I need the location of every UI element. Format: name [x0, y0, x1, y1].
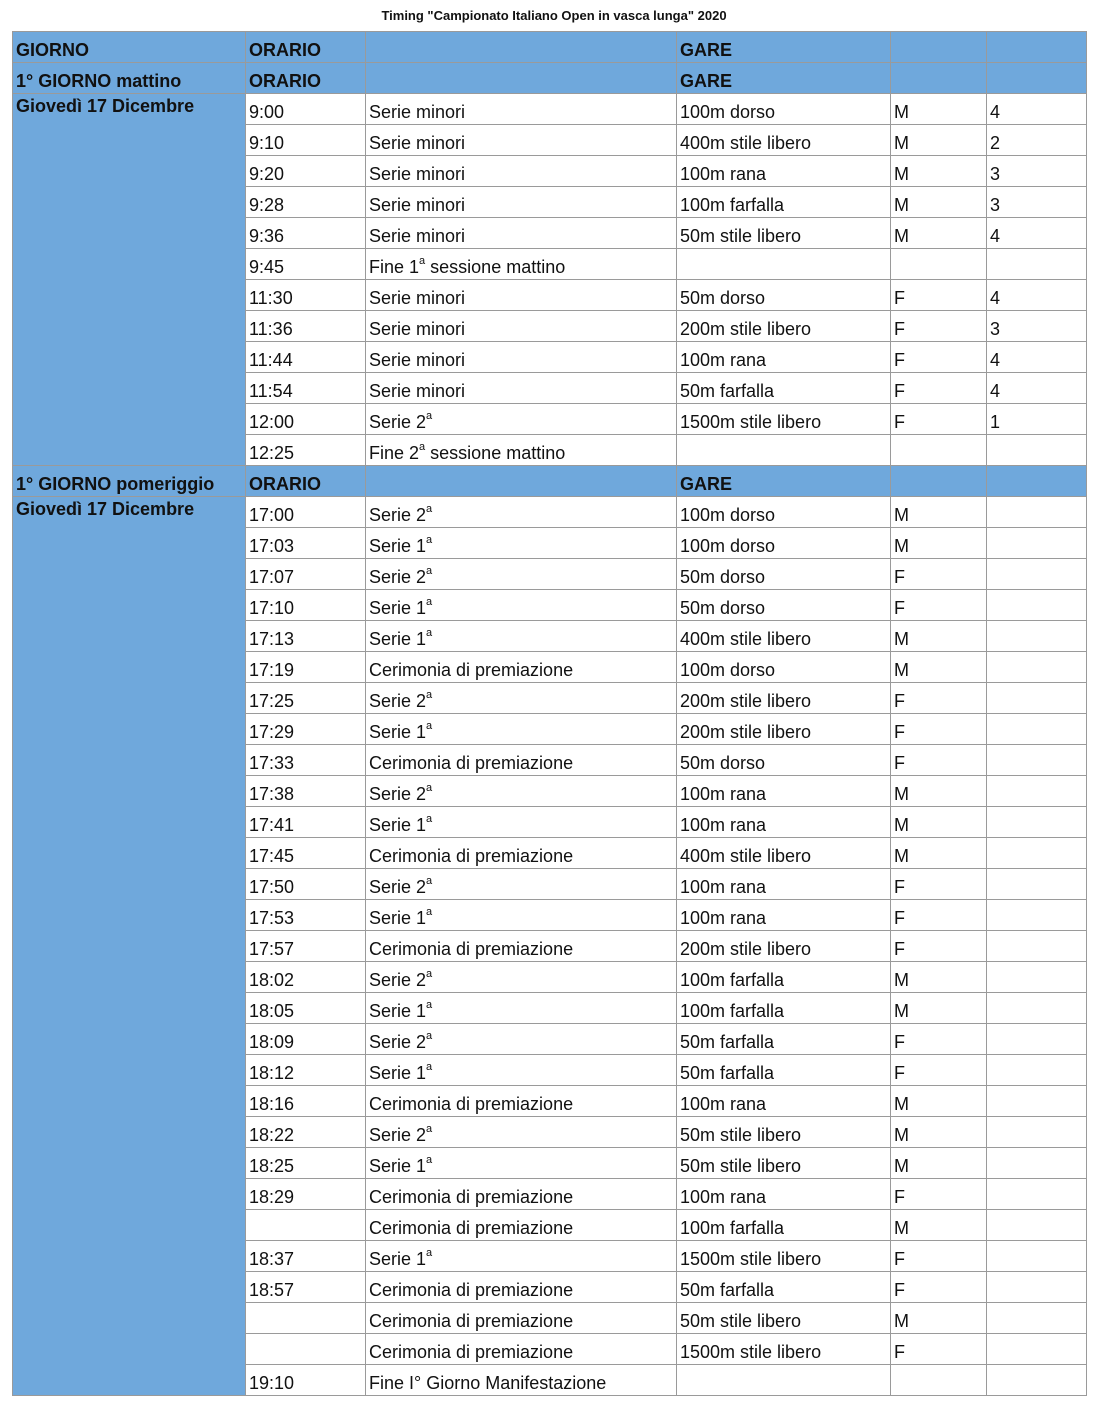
count-cell: [987, 869, 1087, 900]
race-cell: 50m stile libero: [677, 1148, 891, 1179]
race-cell: 50m dorso: [677, 280, 891, 311]
description-text: Serie 1: [369, 536, 427, 556]
count-cell: [987, 776, 1087, 807]
time-cell: 17:25: [246, 683, 366, 714]
description-cell: [366, 807, 677, 838]
description-text: Fine 2: [369, 443, 420, 463]
description-cell: [366, 1334, 677, 1365]
section-blank-header: [891, 466, 987, 497]
race-cell: 100m rana: [677, 900, 891, 931]
description-text: Serie 2: [369, 505, 427, 525]
ordinal-superscript: a: [426, 1123, 433, 1135]
race-cell: 100m rana: [677, 342, 891, 373]
description-cell: [366, 683, 677, 714]
time-cell: 18:37: [246, 1241, 366, 1272]
count-cell: [987, 1334, 1087, 1365]
race-cell: 100m farfalla: [677, 962, 891, 993]
description-text: Cerimonia di premiazione: [369, 939, 574, 959]
race-cell: 50m stile libero: [677, 1117, 891, 1148]
sex-cell: M: [891, 1303, 987, 1334]
time-cell: 17:13: [246, 621, 366, 652]
description-text: Serie 2: [369, 877, 427, 897]
sex-cell: F: [891, 373, 987, 404]
sex-cell: F: [891, 404, 987, 435]
time-cell: 18:57: [246, 1272, 366, 1303]
race-cell: 400m stile libero: [677, 621, 891, 652]
section-orario-header: ORARIO: [246, 63, 366, 94]
sex-cell: F: [891, 931, 987, 962]
description-cell: [366, 869, 677, 900]
sex-cell: F: [891, 1272, 987, 1303]
ordinal-superscript: a: [426, 782, 433, 794]
count-cell: [987, 931, 1087, 962]
section-blank-header: [987, 63, 1087, 94]
count-cell: [987, 1241, 1087, 1272]
time-cell: 17:00: [246, 497, 366, 528]
sex-cell: F: [891, 311, 987, 342]
description-cell: [366, 838, 677, 869]
time-cell: 17:33: [246, 745, 366, 776]
time-cell: 9:36: [246, 218, 366, 249]
sex-cell: M: [891, 1086, 987, 1117]
description-text: Fine I° Giorno Manifestazione: [369, 1373, 607, 1393]
document-title: Timing "Campionato Italiano Open in vasca lunga" 2020: [381, 8, 727, 23]
race-cell: 100m dorso: [677, 497, 891, 528]
description-cell: [366, 404, 677, 435]
description-cell: [366, 1055, 677, 1086]
description-cell: [366, 280, 677, 311]
description-cell: [366, 1210, 677, 1241]
time-cell: 9:45: [246, 249, 366, 280]
ordinal-superscript: a: [426, 565, 433, 577]
description-text: Serie 1: [369, 1063, 427, 1083]
description-text: Serie minori: [369, 350, 466, 370]
count-cell: [987, 993, 1087, 1024]
time-cell: 17:53: [246, 900, 366, 931]
ordinal-superscript: a: [426, 627, 433, 639]
section-orario-header: ORARIO: [246, 466, 366, 497]
count-cell: 3: [987, 187, 1087, 218]
count-cell: [987, 1179, 1087, 1210]
day-cell: [13, 94, 246, 466]
section-title: 1° GIORNO mattino: [13, 63, 246, 94]
race-cell: 100m dorso: [677, 94, 891, 125]
race-cell: 50m farfalla: [677, 1272, 891, 1303]
description-text: Cerimonia di premiazione: [369, 1094, 574, 1114]
description-text: Serie minori: [369, 102, 466, 122]
description-text: Cerimonia di premiazione: [369, 1187, 574, 1207]
description-cell: [366, 528, 677, 559]
sex-cell: F: [891, 714, 987, 745]
sex-cell: F: [891, 1241, 987, 1272]
table-row: [13, 497, 1087, 528]
count-cell: [987, 1024, 1087, 1055]
description-text: Serie minori: [369, 195, 466, 215]
race-cell: 200m stile libero: [677, 311, 891, 342]
time-cell: [246, 1334, 366, 1365]
race-cell: 1500m stile libero: [677, 1241, 891, 1272]
description-text: Serie minori: [369, 288, 466, 308]
header-blank: [366, 32, 677, 63]
schedule-body: [13, 32, 1087, 1396]
time-cell: 17:03: [246, 528, 366, 559]
description-cell: [366, 1148, 677, 1179]
sex-cell: F: [891, 869, 987, 900]
count-cell: [987, 1365, 1087, 1396]
description-text: Serie 2: [369, 691, 427, 711]
description-text: Cerimonia di premiazione: [369, 1218, 574, 1238]
sex-cell: F: [891, 1024, 987, 1055]
description-cell: [366, 931, 677, 962]
sex-cell: F: [891, 1055, 987, 1086]
time-cell: 17:50: [246, 869, 366, 900]
time-cell: 11:36: [246, 311, 366, 342]
ordinal-superscript: a: [426, 999, 433, 1011]
sex-cell: [891, 249, 987, 280]
header-giorno: GIORNO: [13, 32, 246, 63]
race-cell: 100m farfalla: [677, 187, 891, 218]
sex-cell: F: [891, 683, 987, 714]
race-cell: 1500m stile libero: [677, 404, 891, 435]
description-cell: [366, 311, 677, 342]
schedule-table: [12, 31, 1087, 1396]
section-blank-header: [366, 63, 677, 94]
race-cell: 50m dorso: [677, 745, 891, 776]
description-cell: [366, 249, 677, 280]
time-cell: 17:07: [246, 559, 366, 590]
time-cell: 18:05: [246, 993, 366, 1024]
sex-cell: M: [891, 218, 987, 249]
ordinal-superscript: a: [419, 255, 426, 267]
sex-cell: M: [891, 652, 987, 683]
description-text: Serie 1: [369, 1001, 427, 1021]
description-text: Serie 2: [369, 412, 427, 432]
ordinal-superscript: a: [419, 441, 426, 453]
race-cell: 50m stile libero: [677, 218, 891, 249]
description-cell: [366, 156, 677, 187]
race-cell: 400m stile libero: [677, 838, 891, 869]
race-cell: [677, 1365, 891, 1396]
race-cell: [677, 435, 891, 466]
description-cell: [366, 1117, 677, 1148]
race-cell: 400m stile libero: [677, 125, 891, 156]
description-text: Serie minori: [369, 133, 466, 153]
description-text: Fine 1: [369, 257, 420, 277]
ordinal-superscript: a: [426, 1061, 433, 1073]
count-cell: 3: [987, 156, 1087, 187]
description-text: Serie 1: [369, 722, 427, 742]
race-cell: 100m rana: [677, 869, 891, 900]
count-cell: [987, 621, 1087, 652]
time-cell: 17:19: [246, 652, 366, 683]
count-cell: 4: [987, 218, 1087, 249]
count-cell: [987, 435, 1087, 466]
sex-cell: F: [891, 559, 987, 590]
time-cell: 18:25: [246, 1148, 366, 1179]
sex-cell: F: [891, 342, 987, 373]
sex-cell: M: [891, 94, 987, 125]
description-text: Serie 1: [369, 598, 427, 618]
count-cell: [987, 1303, 1087, 1334]
description-cell: [366, 1272, 677, 1303]
ordinal-superscript: a: [426, 875, 433, 887]
description-text: Cerimonia di premiazione: [369, 1311, 574, 1331]
time-cell: 11:44: [246, 342, 366, 373]
header-gare: GARE: [677, 32, 891, 63]
time-cell: 9:28: [246, 187, 366, 218]
description-cell: [366, 900, 677, 931]
race-cell: 50m farfalla: [677, 373, 891, 404]
time-cell: 17:45: [246, 838, 366, 869]
ordinal-superscript: a: [426, 410, 433, 422]
sex-cell: M: [891, 125, 987, 156]
sex-cell: M: [891, 993, 987, 1024]
sex-cell: M: [891, 1210, 987, 1241]
count-cell: [987, 652, 1087, 683]
sex-cell: F: [891, 1334, 987, 1365]
count-cell: 1: [987, 404, 1087, 435]
race-cell: 100m rana: [677, 156, 891, 187]
description-cell: [366, 218, 677, 249]
header-orario: ORARIO: [246, 32, 366, 63]
ordinal-superscript: a: [426, 1030, 433, 1042]
time-cell: 17:57: [246, 931, 366, 962]
description-cell: [366, 94, 677, 125]
description-cell: [366, 559, 677, 590]
sex-cell: F: [891, 900, 987, 931]
race-cell: 100m rana: [677, 1179, 891, 1210]
race-cell: 100m rana: [677, 776, 891, 807]
description-text: Cerimonia di premiazione: [369, 846, 574, 866]
sex-cell: M: [891, 838, 987, 869]
section-blank-header: [987, 466, 1087, 497]
count-cell: [987, 1086, 1087, 1117]
section-blank-header: [891, 63, 987, 94]
section-header-row: [13, 466, 1087, 497]
time-cell: 18:22: [246, 1117, 366, 1148]
description-text: Serie 2: [369, 1125, 427, 1145]
sex-cell: M: [891, 497, 987, 528]
description-suffix: sessione mattino: [425, 443, 566, 463]
time-cell: [246, 1210, 366, 1241]
race-cell: 200m stile libero: [677, 683, 891, 714]
count-cell: 2: [987, 125, 1087, 156]
count-cell: [987, 745, 1087, 776]
race-cell: 50m dorso: [677, 590, 891, 621]
section-title: 1° GIORNO pomeriggio: [13, 466, 246, 497]
description-text: Cerimonia di premiazione: [369, 753, 574, 773]
day-label: Giovedì 17 Dicembre: [16, 96, 195, 116]
count-cell: 4: [987, 373, 1087, 404]
count-cell: [987, 962, 1087, 993]
description-cell: [366, 342, 677, 373]
description-cell: [366, 745, 677, 776]
sex-cell: M: [891, 621, 987, 652]
sex-cell: M: [891, 187, 987, 218]
description-text: Serie 2: [369, 567, 427, 587]
count-cell: [987, 590, 1087, 621]
count-cell: [987, 900, 1087, 931]
section-gare-header: GARE: [677, 63, 891, 94]
description-text: Cerimonia di premiazione: [369, 1342, 574, 1362]
time-cell: 18:02: [246, 962, 366, 993]
time-cell: 12:25: [246, 435, 366, 466]
time-cell: 18:29: [246, 1179, 366, 1210]
ordinal-superscript: a: [426, 689, 433, 701]
time-cell: 19:10: [246, 1365, 366, 1396]
time-cell: 11:54: [246, 373, 366, 404]
description-cell: [366, 1365, 677, 1396]
sex-cell: M: [891, 156, 987, 187]
count-cell: 4: [987, 280, 1087, 311]
description-cell: [366, 714, 677, 745]
count-cell: [987, 528, 1087, 559]
count-cell: [987, 1148, 1087, 1179]
time-cell: 18:16: [246, 1086, 366, 1117]
sex-cell: M: [891, 1148, 987, 1179]
description-cell: [366, 1241, 677, 1272]
description-text: Serie 1: [369, 1156, 427, 1176]
race-cell: 200m stile libero: [677, 714, 891, 745]
race-cell: 100m farfalla: [677, 1210, 891, 1241]
description-cell: [366, 652, 677, 683]
race-cell: 50m dorso: [677, 559, 891, 590]
count-cell: 4: [987, 94, 1087, 125]
count-cell: [987, 838, 1087, 869]
race-cell: 100m dorso: [677, 652, 891, 683]
ordinal-superscript: a: [426, 906, 433, 918]
count-cell: [987, 497, 1087, 528]
race-cell: 50m stile libero: [677, 1303, 891, 1334]
sex-cell: F: [891, 1179, 987, 1210]
description-text: Serie 2: [369, 1032, 427, 1052]
ordinal-superscript: a: [426, 596, 433, 608]
race-cell: 100m rana: [677, 1086, 891, 1117]
race-cell: 50m farfalla: [677, 1055, 891, 1086]
description-cell: [366, 1024, 677, 1055]
description-cell: [366, 776, 677, 807]
sex-cell: M: [891, 776, 987, 807]
count-cell: [987, 683, 1087, 714]
time-cell: 18:12: [246, 1055, 366, 1086]
description-cell: [366, 1179, 677, 1210]
ordinal-superscript: a: [426, 1247, 433, 1259]
sex-cell: F: [891, 745, 987, 776]
ordinal-superscript: a: [426, 1154, 433, 1166]
description-cell: [366, 621, 677, 652]
count-cell: [987, 807, 1087, 838]
time-cell: 9:20: [246, 156, 366, 187]
race-cell: 100m rana: [677, 807, 891, 838]
description-cell: [366, 125, 677, 156]
count-cell: [987, 1055, 1087, 1086]
header-blank-3: [987, 32, 1087, 63]
time-cell: 9:00: [246, 94, 366, 125]
count-cell: [987, 1272, 1087, 1303]
sex-cell: M: [891, 807, 987, 838]
day-cell: [13, 497, 246, 1396]
section-blank-header: [366, 466, 677, 497]
description-text: Serie 1: [369, 815, 427, 835]
sex-cell: M: [891, 528, 987, 559]
table-row: [13, 94, 1087, 125]
description-cell: [366, 962, 677, 993]
description-cell: [366, 497, 677, 528]
time-cell: 17:29: [246, 714, 366, 745]
description-cell: [366, 993, 677, 1024]
race-cell: [677, 249, 891, 280]
count-cell: 4: [987, 342, 1087, 373]
description-text: Serie minori: [369, 381, 466, 401]
description-cell: [366, 435, 677, 466]
count-cell: [987, 1117, 1087, 1148]
count-cell: 3: [987, 311, 1087, 342]
sex-cell: F: [891, 590, 987, 621]
description-cell: [366, 1303, 677, 1334]
race-cell: 200m stile libero: [677, 931, 891, 962]
description-text: Serie 2: [369, 970, 427, 990]
sex-cell: F: [891, 280, 987, 311]
time-cell: 18:09: [246, 1024, 366, 1055]
time-cell: 17:38: [246, 776, 366, 807]
description-cell: [366, 373, 677, 404]
time-cell: 9:10: [246, 125, 366, 156]
section-gare-header: GARE: [677, 466, 891, 497]
description-cell: [366, 590, 677, 621]
header-blank-2: [891, 32, 987, 63]
description-text: Serie 2: [369, 784, 427, 804]
ordinal-superscript: a: [426, 813, 433, 825]
race-cell: 50m farfalla: [677, 1024, 891, 1055]
ordinal-superscript: a: [426, 720, 433, 732]
race-cell: 1500m stile libero: [677, 1334, 891, 1365]
time-cell: 11:30: [246, 280, 366, 311]
description-text: Cerimonia di premiazione: [369, 1280, 574, 1300]
race-cell: 100m dorso: [677, 528, 891, 559]
ordinal-superscript: a: [426, 534, 433, 546]
ordinal-superscript: a: [426, 968, 433, 980]
count-cell: [987, 714, 1087, 745]
ordinal-superscript: a: [426, 503, 433, 515]
time-cell: 12:00: [246, 404, 366, 435]
table-header-row: [13, 32, 1087, 63]
description-suffix: sessione mattino: [425, 257, 566, 277]
section-header-row: [13, 63, 1087, 94]
time-cell: [246, 1303, 366, 1334]
time-cell: 17:10: [246, 590, 366, 621]
description-text: Serie 1: [369, 908, 427, 928]
time-cell: 17:41: [246, 807, 366, 838]
race-cell: 100m farfalla: [677, 993, 891, 1024]
sex-cell: M: [891, 1117, 987, 1148]
count-cell: [987, 1210, 1087, 1241]
description-text: Serie 1: [369, 1249, 427, 1269]
sex-cell: [891, 435, 987, 466]
count-cell: [987, 249, 1087, 280]
day-label: Giovedì 17 Dicembre: [16, 499, 195, 519]
description-text: Serie minori: [369, 226, 466, 246]
count-cell: [987, 559, 1087, 590]
description-cell: [366, 1086, 677, 1117]
description-text: Cerimonia di premiazione: [369, 660, 574, 680]
description-cell: [366, 187, 677, 218]
description-text: Serie minori: [369, 164, 466, 184]
sex-cell: [891, 1365, 987, 1396]
description-text: Serie minori: [369, 319, 466, 339]
sex-cell: M: [891, 962, 987, 993]
description-text: Serie 1: [369, 629, 427, 649]
